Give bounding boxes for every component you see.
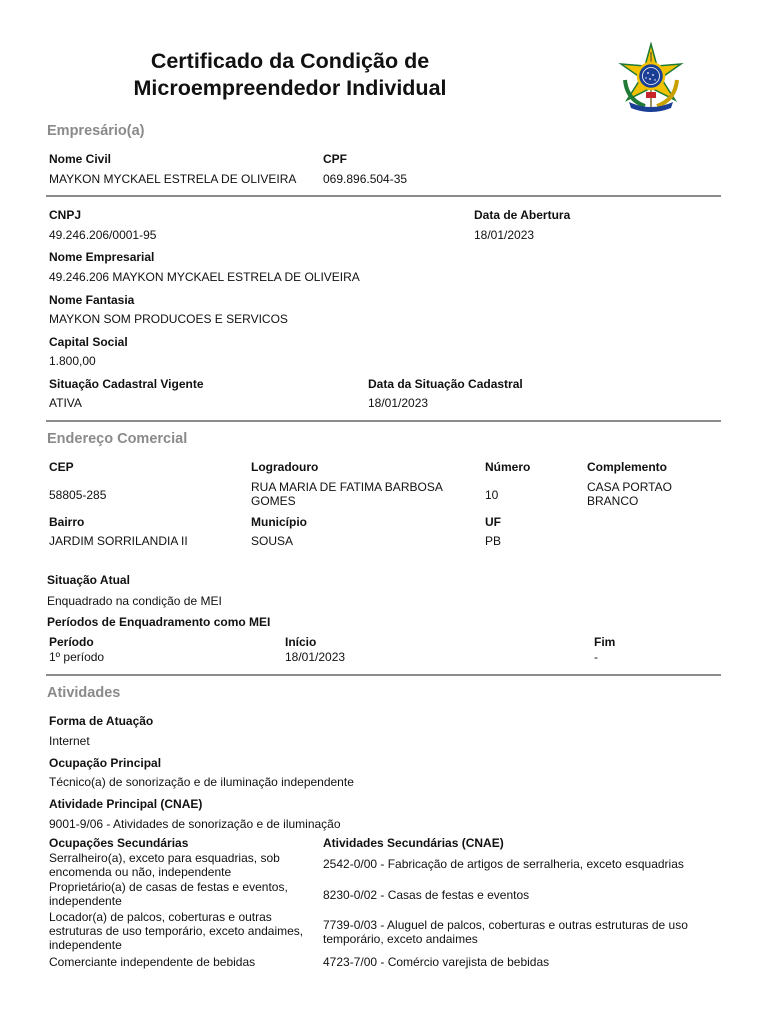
ocupacao-line: Proprietário(a) de casas de festas e eventos,: [49, 880, 288, 894]
logradouro-line-1: RUA MARIA DE FATIMA BARBOSA: [251, 480, 443, 494]
ocupacao-principal-label: Ocupação Principal: [49, 756, 162, 770]
ocupacao-principal-value: Técnico(a) de sonorização e de iluminação independente: [49, 775, 354, 789]
nome-civil-value: MAYKON MYCKAEL ESTRELA DE OLIVEIRA: [49, 172, 297, 186]
nome-empresarial-label: Nome Empresarial: [49, 250, 155, 264]
ocupacao-line: independente: [49, 894, 122, 908]
complemento-value: [587, 480, 672, 508]
cnae-secundaria: 8230-0/02 - Casas de festas e eventos: [323, 888, 530, 902]
numero-label: Número: [485, 460, 531, 474]
bairro-label: Bairro: [49, 515, 85, 529]
title-line-1: Certificado da Condição de: [150, 49, 430, 73]
atividade-principal-value: 9001-9/06 - Atividades de sonorização e de iluminação: [49, 817, 341, 831]
nome-empresarial-value: 49.246.206 MAYKON MYCKAEL ESTRELA DE OLIVEIRA: [49, 270, 360, 284]
inicio-value: 18/01/2023: [285, 650, 346, 664]
divider: [46, 674, 721, 676]
forma-atuacao-label: Forma de Atuação: [49, 714, 154, 728]
data-abertura-label: Data de Abertura: [474, 208, 571, 222]
uf-label: UF: [485, 515, 501, 529]
cep-label: CEP: [49, 460, 74, 474]
logradouro-label: Logradouro: [251, 460, 319, 474]
complemento-line-2: BRANCO: [587, 494, 639, 508]
cnae-line: temporário, exceto andaimes: [323, 932, 478, 946]
nome-fantasia-label: Nome Fantasia: [49, 293, 135, 307]
numero-value: 10: [485, 488, 499, 502]
cnae-secundaria: 2542-0/00 - Fabricação de artigos de serralheria, exceto esquadrias: [323, 857, 684, 871]
cpf-label: CPF: [323, 152, 347, 166]
ocupacoes-secundarias-label: Ocupações Secundárias: [49, 836, 189, 850]
forma-atuacao-value: Internet: [49, 734, 90, 748]
cnae-secundaria: 4723-7/00 - Comércio varejista de bebidas: [323, 955, 550, 969]
divider: [46, 420, 721, 422]
situacao-cadastral-label: Situação Cadastral Vigente: [49, 377, 204, 391]
atividade-principal-label: Atividade Principal (CNAE): [49, 797, 203, 811]
fim-value: -: [594, 650, 598, 664]
cnae-secundaria: [323, 918, 688, 946]
brasao-republica-icon: [615, 42, 687, 114]
cep-value: 58805-285: [49, 488, 107, 502]
ocupacao-secundaria: Comerciante independente de bebidas: [49, 955, 256, 969]
complemento-line-1: CASA PORTAO: [587, 480, 672, 494]
ocupacao-secundaria: [49, 880, 319, 908]
atividades-secundarias-label: Atividades Secundárias (CNAE): [323, 836, 504, 850]
data-situacao-label: Data da Situação Cadastral: [368, 377, 523, 391]
logradouro-line-2: GOMES: [251, 494, 296, 508]
ocupacao-line: estruturas de uso temporário, exceto andaimes,: [49, 924, 304, 938]
section-empresario: Empresário(a): [47, 123, 145, 139]
section-atividades: Atividades: [47, 685, 121, 701]
municipio-value: SOUSA: [251, 534, 294, 548]
capital-social-value: 1.800,00: [49, 354, 96, 368]
cnpj-value: 49.246.206/0001-95: [49, 228, 157, 242]
nome-civil-label: Nome Civil: [49, 152, 112, 166]
bairro-value: JARDIM SORRILANDIA II: [49, 534, 188, 548]
complemento-label: Complemento: [587, 460, 668, 474]
municipio-label: Município: [251, 515, 307, 529]
periodos-label: Períodos de Enquadramento como MEI: [47, 615, 271, 629]
periodo-value: 1º período: [49, 650, 105, 664]
capital-social-label: Capital Social: [49, 335, 128, 349]
inicio-col-label: Início: [285, 635, 317, 649]
situacao-cadastral-value: ATIVA: [49, 396, 82, 410]
cnpj-label: CNPJ: [49, 208, 82, 222]
ocupacao-secundaria: [49, 851, 319, 879]
situacao-atual-label: Situação Atual: [47, 573, 130, 587]
ocupacao-line: Serralheiro(a), exceto para esquadrias, sob: [49, 851, 280, 865]
nome-fantasia-value: MAYKON SOM PRODUCOES E SERVICOS: [49, 312, 288, 326]
page-title: [80, 48, 500, 102]
cpf-value: 069.896.504-35: [323, 172, 408, 186]
fim-col-label: Fim: [594, 635, 616, 649]
data-situacao-value: 18/01/2023: [368, 396, 429, 410]
title-line-2: Microempreendedor Individual: [133, 76, 447, 100]
logradouro-value: [251, 480, 443, 508]
divider: [46, 195, 721, 197]
section-endereco: Endereço Comercial: [47, 431, 188, 447]
ocupacao-line: encomenda ou não, independente: [49, 865, 232, 879]
periodo-col-label: Período: [49, 635, 94, 649]
ocupacao-line: Locador(a) de palcos, coberturas e outras: [49, 910, 272, 924]
ocupacao-secundaria: [49, 910, 321, 952]
cnae-line: 7739-0/03 - Aluguel de palcos, coberturas e outras estruturas de uso: [323, 918, 688, 932]
situacao-atual-value: Enquadrado na condição de MEI: [47, 594, 222, 608]
ocupacao-line: independente: [49, 938, 122, 952]
uf-value: PB: [485, 534, 502, 548]
data-abertura-value: 18/01/2023: [474, 228, 535, 242]
